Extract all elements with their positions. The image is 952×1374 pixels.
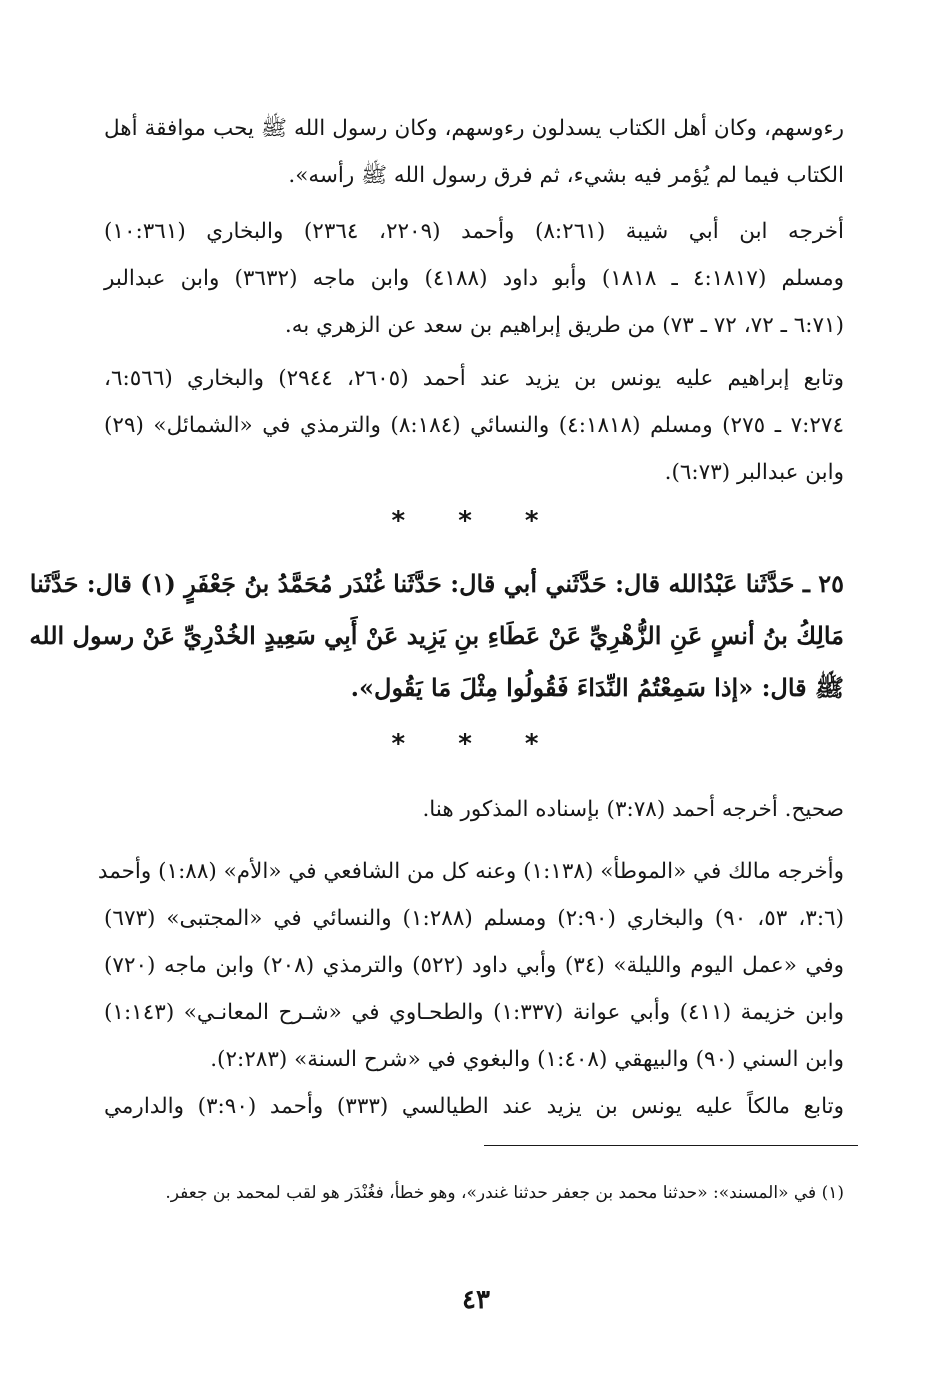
paragraph-grading — [104, 786, 844, 833]
text-line: وأخرجه مالك في «الموطأ» (١:١٣٨) وعنه كل من الشافعي في «الأم» (١:٨٨) وأحمد — [97, 859, 844, 884]
paragraph-hadith-continuation — [104, 105, 844, 199]
section-separator: * * * — [391, 729, 561, 759]
text-line: رءوسهم، وكان أهل الكتاب يسدلون رءوسهم، وكان رسول الله ﷺ يحب موافقة أهل — [104, 116, 844, 141]
text-line: (٣:٦، ٥٣، ٩٠) والبخاري (٢:٩٠) ومسلم (١:٢٨٨) والنسائي في «المجتبى» (٦٧٣) — [104, 906, 844, 931]
hadith-25 — [29, 558, 844, 714]
footnote-divider — [484, 1145, 858, 1146]
text-line: الكتاب فيما لم يُؤمر فيه بشيء، ثم فرق رسول الله ﷺ رأسه». — [288, 163, 844, 188]
text-line: وابن عبدالبر (٦:٧٣). — [664, 460, 844, 485]
text-line: وتابع مالكاً عليه يونس بن يزيد عند الطيالسي (٣٣٣) وأحمد (٣:٩٠) والدارمي — [104, 1094, 844, 1119]
text-line: صحيح. أخرجه أحمد (٣:٧٨) بإسناده المذكور هنا. — [422, 797, 844, 822]
text-line: وفي «عمل اليوم والليلة» (٣٤) وأبي داود (٥٢٢) والترمذي (٢٠٨) وابن ماجه (٧٢٠) — [104, 953, 844, 978]
section-separator: * * * — [391, 506, 561, 536]
paragraph-takhrij-1 — [104, 208, 844, 349]
text-line: أخرجه ابن أبي شيبة (٨:٢٦١) وأحمد (٢٢٠٩، ٢٣٦٤) والبخاري (١٠:٣٦١) — [104, 219, 845, 244]
text-line: وابن خزيمة (٤١١) وأبي عوانة (١:٣٣٧) والطحـاوي في «شـرح المعانـي» (١:١٤٣) — [104, 1000, 844, 1025]
page-number: ٤٣ — [462, 1285, 490, 1315]
hadith-line: ﷺ قال: «إذا سَمِعْتُمُ النِّدَاءَ فَقُولُوا مِثْلَ مَا يَقُول». — [350, 673, 844, 702]
paragraph-takhrij-2 — [104, 355, 844, 496]
text-line: ومسلم (٤:١٨١٧ ـ ١٨١٨) وأبو داود (٤١٨٨) وابن ماجه (٣٦٣٢) وابن عبدالبر — [104, 266, 845, 291]
paragraph-mutaba — [104, 1083, 844, 1130]
footnote-text: (١) في «المسند»: «حدثنا محمد بن جعفر حدثنا غندر»، وهو خطأ، فغُنْدَر هو لقب لمحمد بن جعفر. — [165, 1183, 844, 1203]
paragraph-takhrij-3 — [97, 848, 844, 1083]
text-line: وتابع إبراهيم عليه يونس بن يزيد عند أحمد (٢٦٠٥، ٢٩٤٤) والبخاري (٦:٥٦٦، — [104, 366, 845, 391]
text-line: ٧:٢٧٤ ـ ٢٧٥) ومسلم (٤:١٨١٨) والنسائي (٨:١٨٤) والترمذي في «الشمائل» (٢٩) — [104, 413, 844, 438]
hadith-line: ٢٥ ـ حَدَّثَنا عَبْدُالله قال: حَدَّثَني أبي قال: حَدَّثَنا غُنْدَر مُحَمَّدُ بنُ جَعْفَرٍ (١) قال: حَدَّثَنا — [29, 569, 844, 598]
text-line: وابن السني (٩٠) والبيهقي (١:٤٠٨) والبغوي في «شرح السنة» (٢:٢٨٣). — [210, 1047, 844, 1072]
footnote — [104, 1178, 844, 1208]
hadith-line: مَالِكُ بنُ أنسٍ عَنِ الزُّهْرِيِّ عَنْ عَطَاءِ بنِ يَزِيد عَنْ أَبِي سَعِيدٍ الخُدْرِيِّ عَنْ رسول الله — [29, 621, 844, 650]
text-line: (٦:٧١ ـ ٧٢، ٧٢ ـ ٧٣) من طريق إبراهيم بن سعد عن الزهري به. — [284, 313, 844, 338]
